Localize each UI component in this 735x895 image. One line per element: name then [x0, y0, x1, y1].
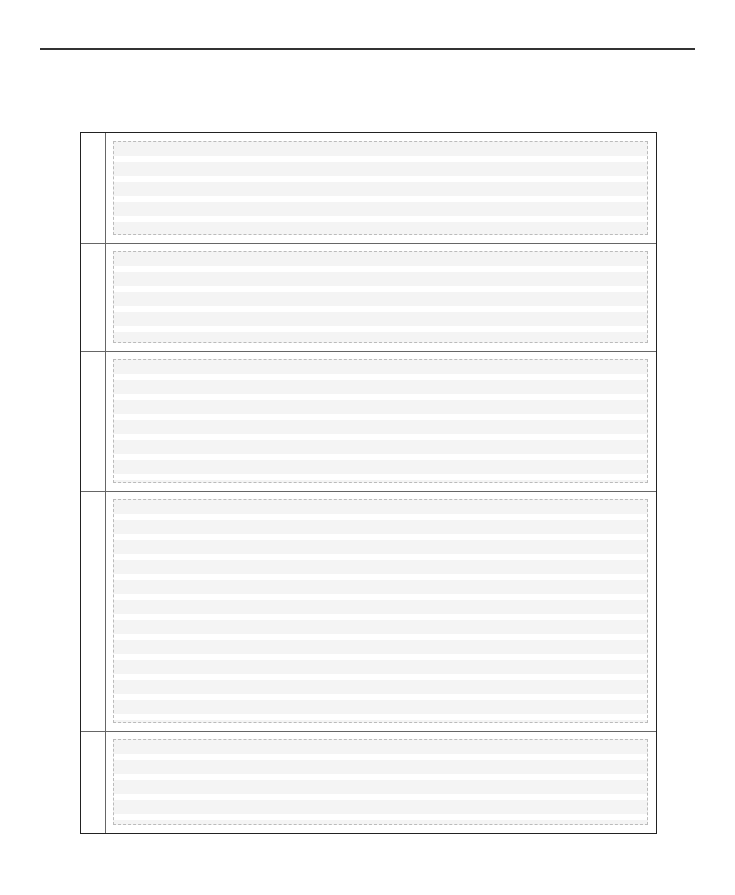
- indicator-sheet: [80, 132, 657, 834]
- content-placeholder: [113, 141, 648, 235]
- section-measures: [81, 731, 656, 833]
- section-body: [105, 243, 656, 351]
- running-header: [40, 26, 695, 50]
- section-body: [105, 133, 656, 243]
- section-body: [105, 731, 656, 833]
- section-label: [81, 731, 106, 833]
- section-cost-indicators: [81, 351, 656, 492]
- section-body: [105, 491, 656, 731]
- content-placeholder: [113, 251, 648, 343]
- section-label: [81, 491, 106, 731]
- section-label: [81, 133, 106, 243]
- content-placeholder: [113, 739, 648, 825]
- content-placeholder: [113, 359, 648, 483]
- section-overview: [81, 133, 656, 244]
- section-body: [105, 351, 656, 491]
- section-label: [81, 351, 106, 491]
- section-label: [81, 243, 106, 351]
- content-placeholder: [113, 499, 648, 723]
- section-sub-items: [81, 491, 656, 732]
- section-features: [81, 243, 656, 352]
